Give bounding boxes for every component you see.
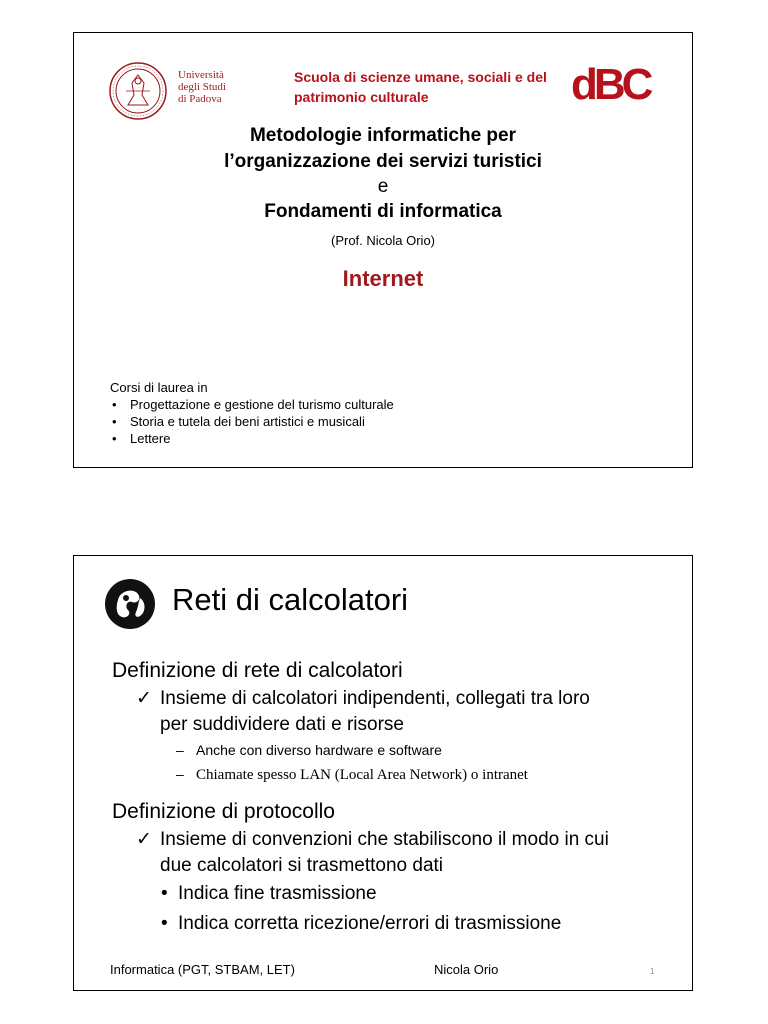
bullet-item: • Indica fine trasmissione xyxy=(112,879,672,909)
courses-list xyxy=(110,396,394,447)
course-title-block xyxy=(74,123,692,292)
title-connector: e xyxy=(377,176,389,197)
checkmark-icon: ✓ xyxy=(136,829,152,850)
sub-item: – Anche con diverso hardware e software xyxy=(112,738,672,762)
department-logo: dBC xyxy=(571,60,650,109)
title-slide xyxy=(73,32,693,468)
network-logo-icon xyxy=(104,578,156,630)
slide-body xyxy=(112,652,672,939)
professor-name: (Prof. Nicola Orio) xyxy=(330,233,436,248)
check-item: ✓ Insieme di convenzioni che stabiliscono il modo in cui due calcolatori si trasmettono dati xyxy=(136,829,609,876)
footer-author: Nicola Orio xyxy=(434,962,499,977)
section-heading: Definizione di rete di calcolatori xyxy=(112,659,403,682)
list-item: • Storia e tutela dei beni artistici e musicali xyxy=(110,413,394,430)
list-item: • Progettazione e gestione del turismo culturale xyxy=(110,396,394,413)
page-number: 1 xyxy=(650,967,655,976)
course-title-line: Fondamenti di informatica xyxy=(264,201,502,222)
bullet-icon: • xyxy=(161,913,168,934)
content-slide xyxy=(73,555,693,991)
bullet-item: • Indica corretta ricezione/errori di trasmissione xyxy=(112,909,672,939)
section-heading: Definizione di protocollo xyxy=(112,800,335,823)
courses-section xyxy=(110,379,394,447)
university-name: Università degli Studi di Padova xyxy=(178,69,226,105)
courses-heading: Corsi di laurea in xyxy=(110,380,208,395)
lecture-topic: Internet xyxy=(342,266,424,291)
course-title-line: Metodologie informatiche per xyxy=(249,125,517,146)
check-item: ✓ Insieme di calcolatori indipendenti, collegati tra loro per suddividere dati e risorse xyxy=(136,688,590,735)
footer-course: Informatica (PGT, STBAM, LET) xyxy=(110,962,295,977)
course-title-line: l’organizzazione dei servizi turistici xyxy=(224,151,542,172)
dash-icon: – xyxy=(176,742,184,758)
list-item: • Lettere xyxy=(110,430,394,447)
bullet-icon: • xyxy=(161,883,168,904)
university-seal-icon xyxy=(108,61,168,121)
school-name: Scuola di scienze umane, sociali e del patrimonio culturale xyxy=(294,69,547,105)
checkmark-icon: ✓ xyxy=(136,688,152,709)
dash-icon: – xyxy=(176,766,184,782)
sub-item: – Chiamate spesso LAN (Local Area Network) o intranet xyxy=(112,762,672,787)
slide-title: Reti di calcolatori xyxy=(172,582,409,617)
